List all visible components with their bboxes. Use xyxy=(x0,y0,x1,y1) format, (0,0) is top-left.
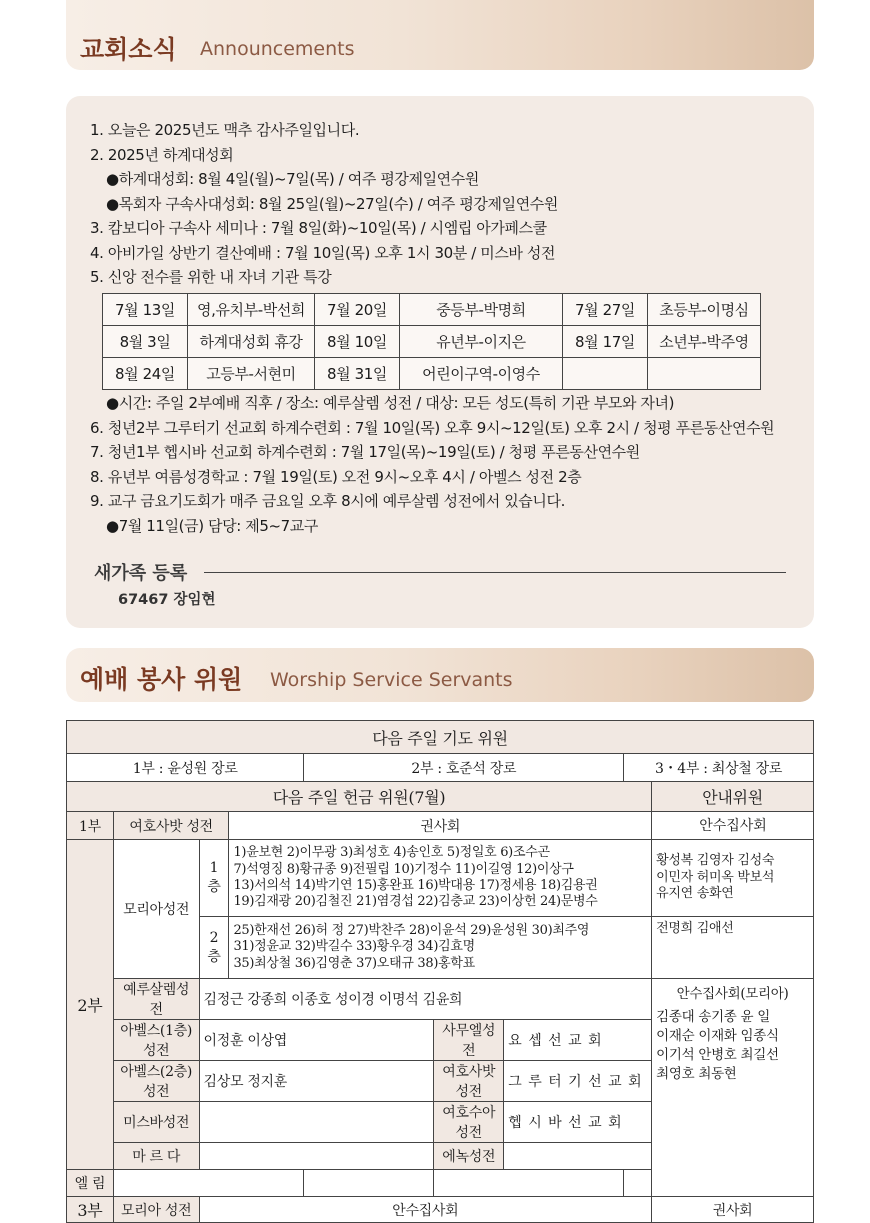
name-row: 19)김재광 20)김철진 21)염경섭 22)김충교 23)이상헌 24)문병수 xyxy=(233,894,598,910)
floor2-ushers: 전명희 김애선 xyxy=(652,917,814,979)
schedule-name: 고등부-서현미 xyxy=(188,358,315,390)
place-names xyxy=(199,1102,434,1143)
worship-title-kr: 예배 봉사 위원 xyxy=(80,665,243,694)
announcement-item: 1. 오늘은 2025년도 맥추 감사주일입니다. xyxy=(90,121,360,139)
name-row: 13)서의석 14)박기연 15)홍완표 16)박대용 17)정세용 18)김용권 xyxy=(233,878,598,893)
service-place: 여호사밧 성전 xyxy=(113,812,229,840)
schedule-name: 초등부-이명심 xyxy=(648,294,761,326)
usher-row: 최영호 최동현 xyxy=(656,1066,737,1082)
usher-row: 황성복 김영자 김성숙 xyxy=(656,853,775,869)
jerusalem-names: 김정근 강종희 이종호 성이경 이명석 김윤희 xyxy=(199,979,652,1020)
place-label: 마 르 다 xyxy=(113,1143,199,1170)
place-names: 그 루 터 기 선 교 회 xyxy=(504,1061,652,1102)
divider xyxy=(204,572,786,573)
schedule-date: 7월 13일 xyxy=(103,294,188,326)
floor-label: 2층 xyxy=(199,917,229,979)
schedule-date: 8월 31일 xyxy=(315,358,400,390)
jerusalem-label: 예루살렘성전 xyxy=(113,979,199,1020)
service-table xyxy=(66,720,814,1223)
schedule-date: 7월 20일 xyxy=(315,294,400,326)
prayer-title: 다음 주일 기도 위원 xyxy=(67,721,814,754)
announcements-banner xyxy=(66,0,814,70)
announcements-panel xyxy=(66,96,814,628)
worship-title-en: Worship Service Servants xyxy=(270,669,513,691)
announcement-subitem: ●목회자 구속사대성회: 8월 25일(월)~27일(수) / 여주 평강제일연수원 xyxy=(106,194,558,213)
place-label: 아벨스(2층)성전 xyxy=(113,1061,199,1102)
new-family-entry: 67467 장임현 xyxy=(118,592,216,608)
schedule-name: 어린이구역-이영수 xyxy=(400,358,563,390)
place-names xyxy=(113,1170,304,1197)
name-row: 7)석영징 8)황규종 9)전필립 10)기정수 11)이길영 12)이상구 xyxy=(233,861,574,877)
prayer-part1: 1부 : 윤성원 장로 xyxy=(67,754,304,782)
place-label: 사무엘성전 xyxy=(434,1020,504,1061)
announcement-item: 7. 청년1부 헵시바 선교회 하계수련회 : 7월 17일(목)~19일(토) / 청평 푸른동산연수원 xyxy=(90,443,640,461)
new-family-title: 새가족 등록 xyxy=(94,563,188,584)
usher-row: 김종대 송기종 윤 일 xyxy=(656,1009,771,1025)
schedule-row xyxy=(103,358,761,390)
schedule-date: 8월 10일 xyxy=(315,326,400,358)
announcement-subitem: ●시간: 주일 2부예배 직후 / 장소: 예루살렘 성전 / 대상: 모든 성도(특히 기관 부모와 자녀) xyxy=(106,394,675,412)
service-group: 권사회 xyxy=(229,812,814,840)
moria-ushers xyxy=(652,979,814,1197)
schedule-name: 하계대성회 휴강 xyxy=(188,326,315,358)
place-names xyxy=(504,1143,652,1170)
announcement-list-continued xyxy=(90,391,774,538)
place-label: 엘 림 xyxy=(67,1170,114,1197)
schedule-date: 7월 27일 xyxy=(563,294,648,326)
announcement-item: 9. 교구 금요기도회가 매주 금요일 오후 8시에 예루살렘 성전에서 있습니다. xyxy=(90,492,565,510)
place-names: 이정훈 이상엽 xyxy=(199,1020,434,1061)
floor-label: 1층 xyxy=(199,840,229,917)
worship-banner xyxy=(66,648,814,702)
moria-label: 모리아성전 xyxy=(113,840,199,979)
schedule-row xyxy=(103,294,761,326)
prayer-part2: 2부 : 호준석 장로 xyxy=(304,754,624,782)
service-label-2: 2부 xyxy=(67,840,114,1170)
place-names xyxy=(199,1143,434,1170)
announcement-item: 6. 청년2부 그루터기 선교회 하계수련회 : 7월 10일(목) 오후 9시~12일(토) 오후 2시 / 청평 푸른동산연수원 xyxy=(90,418,775,437)
announcement-item: 4. 아비가일 상반기 결산예배 : 7월 10일(목) 오후 1시 30분 / 미스바 성전 xyxy=(90,243,556,262)
offering-title: 다음 주일 헌금 위원(7월) xyxy=(67,782,652,812)
schedule-name xyxy=(648,358,761,390)
usher-row: 이민자 허미옥 박보석 xyxy=(656,869,775,885)
schedule-name: 유년부-이지은 xyxy=(400,326,563,358)
place-names xyxy=(434,1170,624,1197)
place-label: 여호수아성전 xyxy=(434,1102,504,1143)
service-usher: 안수집사회 xyxy=(651,811,814,839)
place-names: 요 셉 선 교 회 xyxy=(504,1020,652,1061)
place-names: 헵 시 바 선 교 회 xyxy=(504,1102,652,1143)
sub-usher-title: 안수집사회(모리아) xyxy=(676,986,789,1002)
usher-title: 안내위원 xyxy=(652,782,814,812)
schedule-row xyxy=(103,326,761,358)
announcement-subitem: ●하계대성회: 8월 4일(월)~7일(목) / 여주 평강제일연수원 xyxy=(106,170,479,188)
schedule-name: 중등부-박명희 xyxy=(400,294,563,326)
floor1-ushers xyxy=(652,840,814,917)
name-row: 1)윤보현 2)이무광 3)최성호 4)송인호 5)정일호 6)조수곤 xyxy=(233,845,550,861)
schedule-name: 소년부-박주영 xyxy=(648,326,761,358)
schedule-date: 8월 3일 xyxy=(103,326,188,358)
announcement-item: 8. 유년부 여름성경학교 : 7월 19일(토) 오전 9시~오후 4시 / 아벨스 성전 2층 xyxy=(90,467,582,486)
announcement-subitem: ●7월 11일(금) 담당: 제5~7교구 xyxy=(106,516,318,535)
place-label: 미스바성전 xyxy=(113,1102,199,1143)
announcements-title-en: Announcements xyxy=(200,38,355,60)
usher-row: 이재순 이재화 임종식 xyxy=(656,1028,779,1044)
name-row: 31)정윤교 32)박길수 33)황우경 34)김효명 xyxy=(233,939,475,955)
announcement-item: 2. 2025년 하계대성회 xyxy=(90,145,234,164)
service-label-1: 1부 xyxy=(67,812,114,840)
floor2-names xyxy=(229,917,652,979)
floor1-names xyxy=(229,840,652,917)
usher-row: 이기석 안병호 최길선 xyxy=(656,1047,779,1063)
schedule-date: 8월 24일 xyxy=(103,358,188,390)
name-row: 35)최상철 36)김영춘 37)오태규 38)홍학표 xyxy=(233,955,475,971)
schedule-name: 영,유치부-박선희 xyxy=(188,294,315,326)
service-label-3: 3부 xyxy=(67,1197,114,1223)
service-place: 모리아 성전 xyxy=(113,1197,199,1223)
schedule-date xyxy=(563,358,648,390)
place-label: 아벨스(1층)성전 xyxy=(113,1020,199,1061)
place-label: 여호사밧성전 xyxy=(434,1061,504,1102)
place-names: 김상모 정지훈 xyxy=(199,1061,434,1102)
announcement-item: 3. 캄보디아 구속사 세미나 : 7월 8일(화)~10일(목) / 시엠립 아가페스쿨 xyxy=(90,219,547,237)
usher-row: 유지연 송화연 xyxy=(656,886,734,902)
announcements-title-kr: 교회소식 xyxy=(80,35,177,64)
place-label xyxy=(304,1170,434,1197)
announcement-item: 5. 신앙 전수를 위한 내 자녀 기관 특강 xyxy=(90,268,332,286)
announcement-list xyxy=(90,118,558,290)
name-row: 25)한재선 26)허 정 27)박찬주 28)이윤석 29)윤성원 30)최주영 xyxy=(233,922,590,938)
place-label: 에녹성전 xyxy=(434,1143,504,1170)
service-group: 안수집사회 xyxy=(199,1197,652,1223)
schedule-date: 8월 17일 xyxy=(563,326,648,358)
service-usher: 권사회 xyxy=(652,1197,814,1223)
special-lecture-schedule xyxy=(102,293,761,390)
prayer-part34: 3・4부 : 최상철 장로 xyxy=(624,754,814,782)
